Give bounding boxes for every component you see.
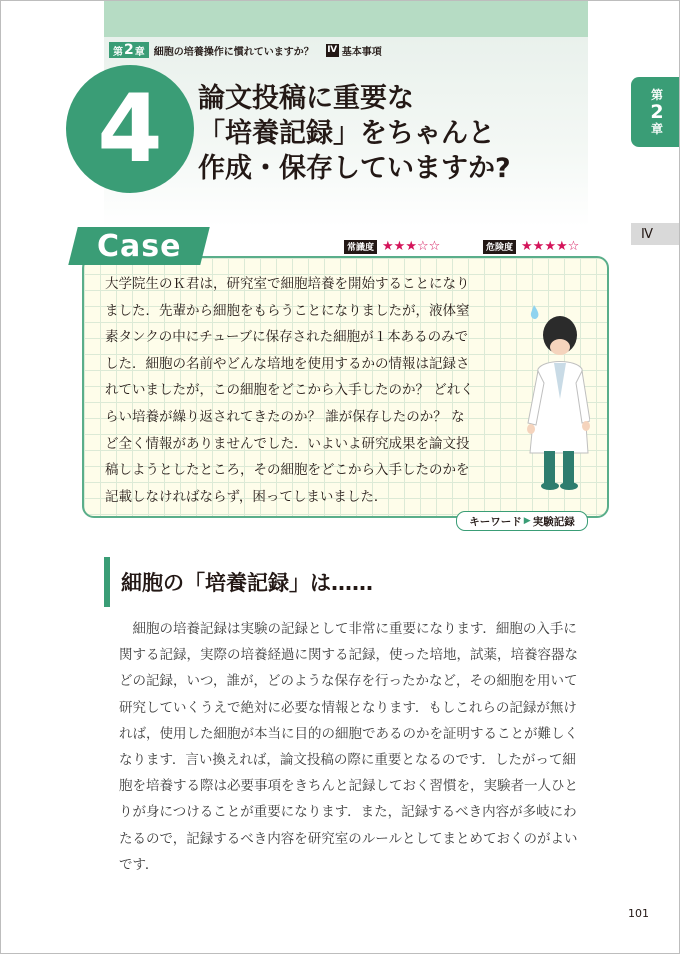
breadcrumb <box>109 42 382 58</box>
danger-stars: ★★★★☆ <box>521 239 580 254</box>
section-heading-bar <box>104 557 110 607</box>
title-line: 「培養記録」をちゃんと <box>198 118 495 149</box>
case-line: 稿しようとしたところ，その細胞をどこから入手したのかを <box>105 462 470 479</box>
body-line: 関する記録，実際の培養経過に関する記録，使った培地，試薬，培養容器な <box>119 647 578 664</box>
keyword-value: 実験記録 <box>532 515 575 528</box>
triangle-right-icon: ▶ <box>523 516 531 526</box>
common-sense-label: 常識度 <box>344 240 377 254</box>
case-line: した．細胞の名前やどんな培地を使用するかの情報は記録さ <box>105 355 470 372</box>
section-title: 基本事項 <box>341 46 382 58</box>
keyword-badge <box>456 511 588 531</box>
case-line: ました．先輩から細胞をもらうことになりましたが，液体窒 <box>105 302 470 319</box>
body-line: りが身につけることが重要になります．また，記録するべき内容が多岐にわ <box>119 804 577 821</box>
case-line: らい培養が繰り返されてきたのか？ 誰が保存したのか？ な <box>105 408 465 425</box>
body-line: 細胞の培養記録は実験の記録として非常に重要になります．細胞の入手に <box>119 621 577 637</box>
danger-rating <box>483 239 579 254</box>
article-title <box>198 81 511 186</box>
case-label: Case <box>97 229 182 264</box>
body-text <box>119 616 594 878</box>
body-line: れば，使用した細胞が本当に目的の細胞であるのかを証明することが難しく <box>119 725 578 742</box>
case-line: ど全く情報がありませんでした．いよいよ研究成果を論文投 <box>105 435 470 452</box>
case-line: 記載しなければならず，困ってしまいました． <box>105 488 388 505</box>
title-line: 論文投稿に重要な <box>198 83 414 114</box>
section-numeral: Ⅳ <box>327 45 338 55</box>
keyword-label: キーワード <box>469 515 522 528</box>
chapter-badge: 第 2 章 <box>109 42 149 58</box>
troubled-researcher-illustration <box>500 303 590 493</box>
common-sense-rating <box>344 239 440 254</box>
case-line: 大学院生のＫ君は，研究室で細胞培養を開始することになり <box>105 276 470 292</box>
body-line: なります．言い換えれば，論文投稿の際に重要となるのです．したがって細 <box>119 752 576 769</box>
section-side-tab: Ⅳ <box>631 223 680 245</box>
chapter-side-tab: 第 2 章 <box>631 77 680 147</box>
case-line: 素タンクの中にチューブに保存された細胞が１本あるのみで <box>105 329 469 346</box>
chapter-title: 細胞の培養操作に慣れていますか？ <box>153 46 314 58</box>
body-line: 研究していくうえで絶対に必要な情報となります．もしこれらの記録が無け <box>119 699 577 716</box>
page-number: 101 <box>628 907 649 920</box>
case-line: れていましたが，この細胞をどこから入手したのか？ どれく <box>105 382 474 399</box>
section-heading: 細胞の「培養記録」は…… <box>121 571 373 595</box>
header-band <box>104 1 588 37</box>
body-line: たるので，記録するべき内容を研究室のルールとしてまとめておくのがよい <box>119 830 578 847</box>
body-line: です． <box>119 856 159 873</box>
body-line: 胞を培養する際は必要事項をきちんと記録しておく習慣を，実験者一人ひと <box>119 778 578 795</box>
common-sense-stars: ★★★☆☆ <box>382 239 441 254</box>
case-text <box>105 271 487 510</box>
danger-label: 危険度 <box>483 240 516 254</box>
body-line: どの記録，いつ，誰が，どのような保存を行ったかなど，その細胞を用いて <box>119 673 578 690</box>
article-number-circle: 4 <box>66 65 194 193</box>
title-line: 作成・保存していますか? <box>198 153 511 184</box>
